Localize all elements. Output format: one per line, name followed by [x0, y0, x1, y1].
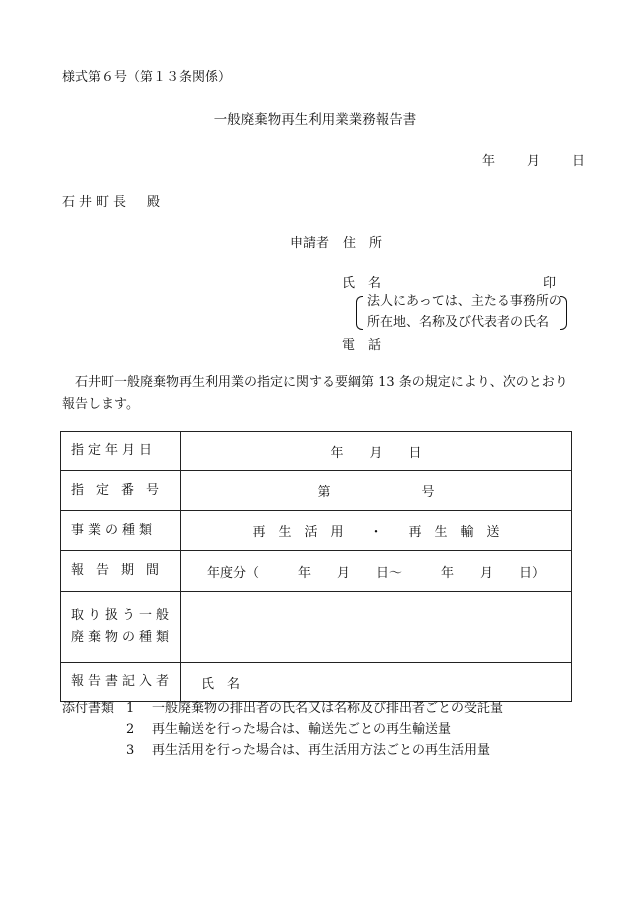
waste-type-value [181, 592, 572, 663]
name-label: 氏 名 [342, 276, 382, 291]
document-title: 一般廃棄物再生利用業業務報告書 [213, 112, 417, 128]
date-day: 日 [572, 154, 586, 169]
designation-number-label: 指定番号 [61, 471, 181, 511]
designation-date-label: 指定年月日 [61, 432, 181, 471]
date-month: 月 [527, 154, 541, 169]
business-type-label: 事業の種類 [61, 511, 181, 551]
report-period-label: 報告期間 [61, 551, 181, 592]
form-number: 様式第６号（第１３条関係） [62, 70, 232, 85]
phone-label: 電 話 [342, 338, 382, 353]
list-item: 添付書類 1 一般廃棄物の排出者の氏名又は名称及び排出者ごとの受託量 [62, 698, 503, 719]
corporate-note-line1: 法人にあっては、主たる事務所の [367, 294, 562, 309]
table-row [61, 471, 572, 511]
waste-type-label: 取り扱う一般 廃棄物の種類 [61, 592, 181, 663]
report-writer-label: 報告書記入者 [61, 663, 181, 702]
table-row [61, 551, 572, 592]
address-label: 住 所 [343, 236, 383, 251]
attachments-label: 添付書類 [62, 701, 115, 716]
report-writer-value: 氏 名 [181, 663, 572, 702]
bracket-right [560, 296, 567, 330]
corporate-note [367, 291, 562, 333]
date-year: 年 [482, 154, 496, 169]
table-row [61, 592, 572, 663]
attachments [62, 698, 503, 761]
list-item: 2 再生輸送を行った場合は、輸送先ごとの再生輸送量 [126, 722, 452, 737]
recipient: 石井町長 殿 [62, 195, 165, 210]
designation-date-value: 年 月 日 [181, 432, 572, 471]
seal-mark: 印 [543, 276, 557, 291]
applicant-label: 申請者 [290, 236, 330, 251]
table-row [61, 511, 572, 551]
date-line [482, 150, 585, 169]
bracket-left [356, 296, 363, 330]
corporate-note-line2: 所在地、名称及び代表者の氏名 [367, 315, 550, 330]
body-paragraph: 石井町一般廃棄物再生利用業の指定に関する要綱第 13 条の規定により、次のとおり報告します。 [62, 375, 568, 412]
business-type-value: 再 生 活 用 ・ 再 生 輸 送 [181, 511, 572, 551]
designation-number-value: 第 号 [181, 471, 572, 511]
table-row [61, 432, 572, 471]
report-period-value: 年度分（ 年 月 日〜 年 月 日） [181, 551, 572, 592]
table-row [61, 663, 572, 702]
list-item: 3 再生活用を行った場合は、再生活用方法ごとの再生活用量 [126, 743, 491, 758]
applicant-address-line [290, 232, 382, 251]
report-table [60, 431, 572, 702]
